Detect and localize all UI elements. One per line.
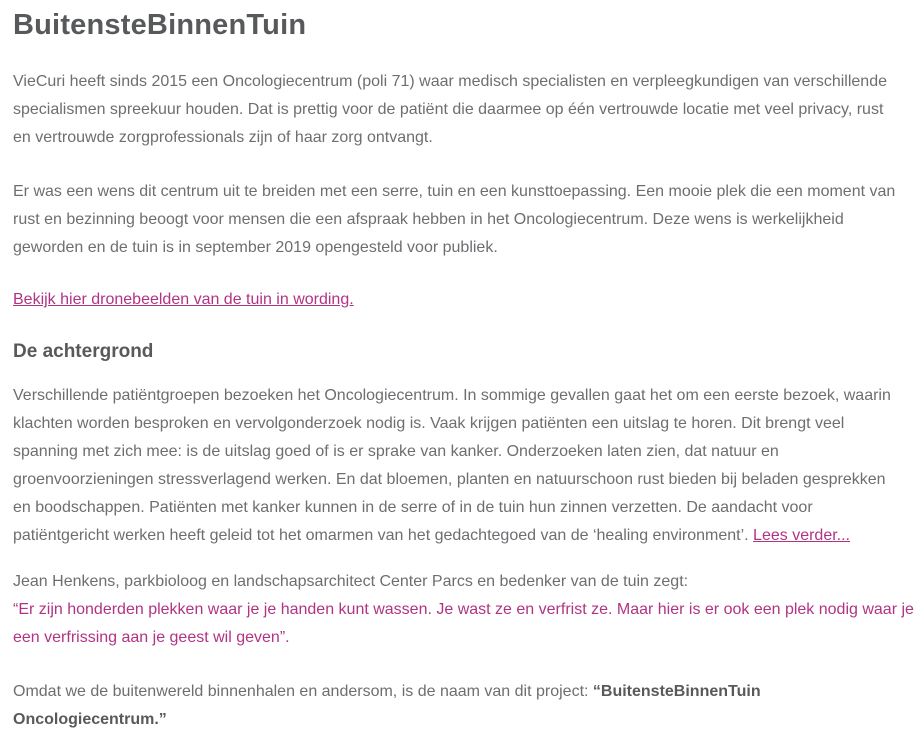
- text-line: Verschillende patiëntgroepen bezoeken het Oncologiecentrum. In sommige gevallen gaat het om een eerste bezoek, waarin: [13, 387, 891, 404]
- paragraph-intro: [13, 68, 916, 152]
- text-line: [13, 678, 916, 706]
- text-line: en boodschappen. Patiënten met kanker kunnen in de serre of in de tuin hun zinnen verzetten. De aandacht voor: [13, 499, 813, 516]
- text-line: VieCuri heeft sinds 2015 een Oncologiecentrum (poli 71) waar medisch specialisten en verpleegkundigen van verschillende: [13, 73, 887, 90]
- paragraph-quote: [13, 568, 916, 652]
- text-line: groenvoorzieningen stressverlagend werken. En dat bloemen, planten en natuurschoon rust bieden bij beladen gesprekken: [13, 471, 886, 488]
- text-line: geworden en de tuin is in september 2019 opengesteld voor publiek.: [13, 239, 498, 256]
- project-name-bold: Oncologiecentrum.”: [13, 711, 167, 728]
- text-line: specialismen spreekuur houden. Dat is prettig voor de patiënt die daarmee op één vertrouwde locatie met veel privacy, rust: [13, 101, 884, 118]
- text-line: Er was een wens dit centrum uit te breiden met een serre, tuin en een kunsttoepassing. Een mooie plek die een moment van: [13, 183, 896, 200]
- text-line: [13, 522, 916, 550]
- text-line: en vertrouwde zorgprofessionals zijn of haar zorg ontvangt.: [13, 129, 433, 146]
- text-line: [13, 706, 916, 734]
- text-line: rust en bezinning beoogt voor mensen die een afspraak hebben in het Oncologiecentrum. Deze wens is werkelijkheid: [13, 211, 844, 228]
- paragraph-background: [13, 382, 916, 550]
- quote-text-line: “Er zijn honderden plekken waar je je handen kunt wassen. Je wast ze en verfrist ze. Maar hier is er ook een plek nodig waar je: [13, 601, 914, 618]
- section-heading-achtergrond: De achtergrond: [13, 341, 154, 362]
- drone-footage-link-label: Bekijk hier dronebeelden van de tuin in wording.: [13, 291, 354, 308]
- paragraph-wish: [13, 178, 916, 262]
- text-segment: patiëntgericht werken heeft geleid tot het omarmen van het gedachtegoed van de ‘healing environment’.: [13, 527, 754, 544]
- drone-footage-link[interactable]: [13, 291, 354, 308]
- paragraph-drone-link: [13, 286, 916, 314]
- text-line: klachten worden besproken en vervolgonderzoek nodig is. Vaak krijgen patiënten een uitslag te horen. Dit brengt veel: [13, 415, 845, 432]
- text-segment: Omdat we de buitenwereld binnenhalen en andersom, is de naam van dit project:: [13, 683, 593, 700]
- text-line: spanning met zich mee: is de uitslag goed of is er sprake van kanker. Onderzoeken laten zien, dat natuur en: [13, 443, 779, 460]
- paragraph-project-name: [13, 678, 916, 734]
- project-name-bold: “BuitensteBinnenTuin: [592, 683, 761, 700]
- text-line: [13, 286, 916, 314]
- read-more-link[interactable]: Lees verder...: [753, 527, 850, 544]
- quote-attribution: Jean Henkens, parkbioloog en landschapsarchitect Center Parcs en bedenker van de tuin zegt:: [13, 573, 689, 590]
- quote-text-line: een verfrissing aan je geest wil geven”.: [13, 629, 290, 646]
- page-title: BuitensteBinnenTuin: [13, 9, 307, 41]
